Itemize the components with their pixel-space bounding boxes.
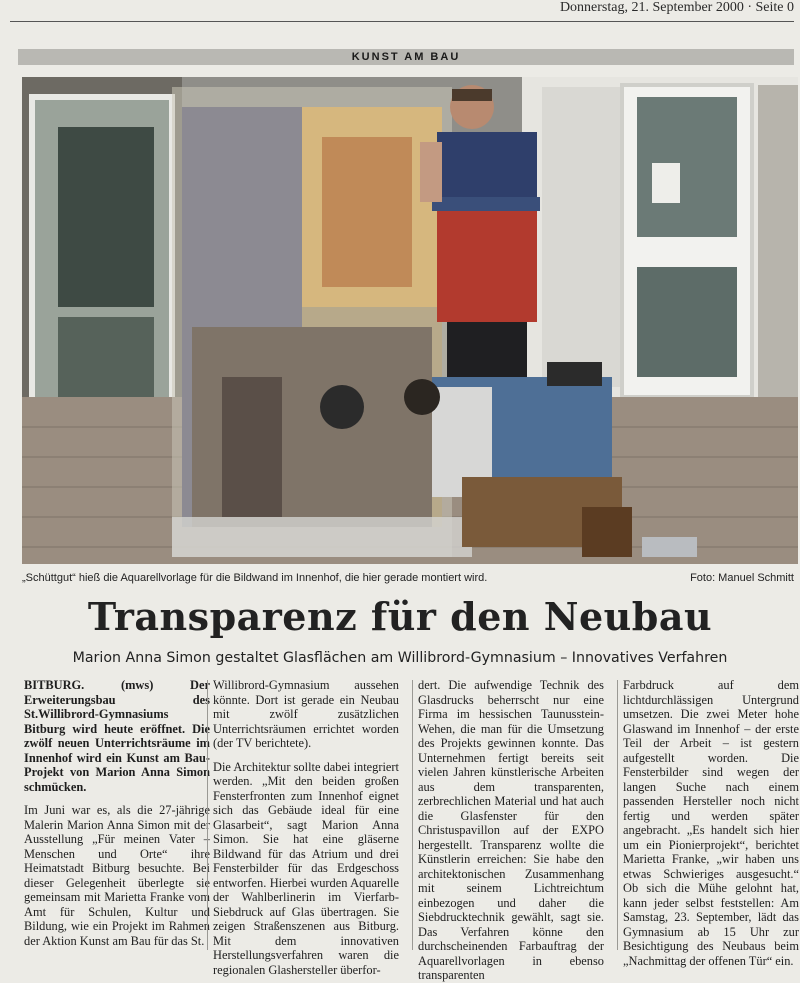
- article-paragraph: Farbdruck auf dem lichtdurchlässigen Untergrund umsetzen. Die zwei Meter hohe Glaswand im Innenhof – der erste Teil der Arbeit – ist gestern aufgestellt worden. Die Fensterbilder sind wegen der langen Suche nach einem passenden Hersteller noch nicht fertig und werden später angebracht. „Es handelt sich hier um ein Pionierprojekt“, berichtet Marietta Franke, „wir haben uns etwas Schwieriges ausgesucht.“ Ob sich die Mühe gelohnt hat, kann jeder selbst feststellen: Am Samstag, 23. September, lädt das Gymnasium ab 15 Uhr zur Besichtigung des Neubaus beim „Nachmittag der offenen Tür“ ein.: [623, 678, 799, 968]
- column-divider: [207, 680, 208, 950]
- article-column-3: [418, 678, 604, 982]
- article-column-4: [623, 678, 799, 968]
- article-lead: BITBURG. (mws) Der Erweiterungsbau des St.Willibrord-Gymnasiums Bitburg wird heute eröffnet. Die zwölf neuen Unterrichtsräume im Innenhof wird ein Kunst am Bau-Projekt von Marion Anna Simon schmücken.: [24, 678, 210, 794]
- article-paragraph: Willibrord-Gymnasium aussehen könnte. Dort ist gerade ein Neubau mit zwölf zusätzlichen Unterrichtsräumen errichtet worden (der TV berichtete).: [213, 678, 399, 750]
- dateline: Donnerstag, 21. September 2000 · Seite 0: [559, 0, 794, 15]
- column-divider: [617, 680, 618, 950]
- article-column-1: [24, 678, 210, 958]
- photo-credit: Foto: Manuel Schmitt: [690, 572, 794, 584]
- article-paragraph: Die Architektur sollte dabei integriert werden. „Mit den beiden großen Fensterfronten zum Innenhof eignet sich das Gebäude ideal für eine Glasarbeit“, sagt Marion Anna Simon. Sie hat eine gläserne Bildwand für das Atrium und drei Fensterbilder für das Erdgeschoss entworfen. Hierbei wurden Aquarelle der Wahlberlinerin im Vierfarb-Siebdruck auf Glas übertragen. Sie zeigen Straßenszenen aus Bitburg. Mit dem innovativen Herstellungsverfahren waren die regionalen Glashersteller überfor-: [213, 759, 399, 977]
- article-headline: Transparenz für den Neubau: [87, 594, 713, 639]
- article-subhead: Marion Anna Simon gestaltet Glasflächen am Willibrord-Gymnasium – Innovatives Verfahren: [72, 650, 728, 666]
- article-column-2: [213, 678, 399, 977]
- column-divider: [412, 680, 413, 950]
- article-photo: [22, 77, 798, 564]
- top-rule: [10, 21, 794, 22]
- article-paragraph: Im Juni war es, als die 27-jährige Malerin Marion Anna Simon mit der Ausstellung „Für meinen Vater – Menschen und Orte“ ihre Heimatstadt Bitburg besuchte. Bei dieser Gelegenheit überlegte sie gemeinsam mit Marietta Franke vom Amt für Schulen, Kultur und Bildung, wie ein Projekt im Rahmen der Aktion Kunst am Bau für das St.: [24, 803, 210, 948]
- section-label: KUNST AM BAU: [18, 49, 794, 65]
- newspaper-photo-icon: [22, 77, 798, 564]
- photo-caption: „Schüttgut“ hieß die Aquarellvorlage für die Bildwand im Innenhof, die hier gerade montiert wird.: [22, 572, 488, 584]
- article-paragraph: dert. Die aufwendige Technik des Glasdrucks beherrscht nur eine Firma im hessischen Taunusstein-Wehen, die man für die Umsetzung des Projekts gewinnen konnte. Das Unternehmen fertigt bereits seit vielen Jahren künstlerische Arbeiten aus dem transparenten, zerbrechlichen Material und hat auch die Glasfenster für den Christuspavillon auf der EXPO hergestellt. Transparenz wollte die Künstlerin erreichen: Sie habe den architektonischen Zusammenhang mit seinem Lichtreichtum einbezogen und daher die Siebdrucktechnik gewählt, sagt sie. Das Verfahren könne den durchscheinenden Farbauftrag der Aquarellvorlagen in ebenso transparenten: [418, 678, 604, 982]
